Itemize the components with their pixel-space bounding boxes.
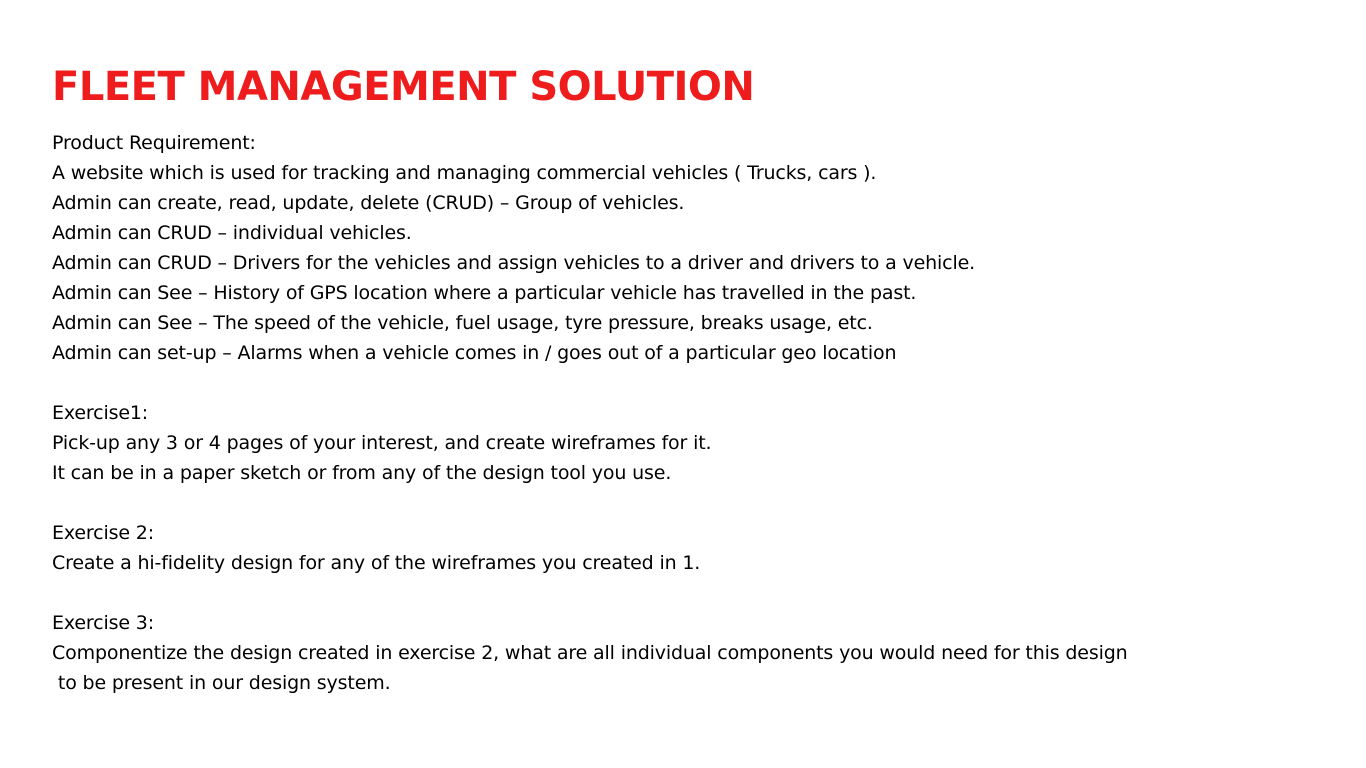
section-heading: Exercise 3: <box>52 612 154 634</box>
exercise-line: Create a hi-fidelity design for any of the wireframes you created in 1. <box>52 552 701 574</box>
requirement-line: A website which is used for tracking and managing commercial vehicles ( Trucks, cars ). <box>52 162 877 184</box>
exercise-line: Pick-up any 3 or 4 pages of your interest, and create wireframes for it. <box>52 432 712 454</box>
spacer <box>52 368 1332 398</box>
slide <box>52 62 1332 698</box>
exercise-line: It can be in a paper sketch or from any of the design tool you use. <box>52 462 672 484</box>
requirement-line: Admin can create, read, update, delete (CRUD) – Group of vehicles. <box>52 192 685 214</box>
section-heading: Exercise 2: <box>52 522 154 544</box>
exercise3-section <box>52 608 1332 698</box>
exercise-line: to be present in our design system. <box>52 672 391 694</box>
spacer <box>52 488 1332 518</box>
section-heading: Product Requirement: <box>52 132 256 154</box>
requirement-line: Admin can set-up – Alarms when a vehicle comes in / goes out of a particular geo location <box>52 342 897 364</box>
requirement-line: Admin can CRUD – Drivers for the vehicles and assign vehicles to a driver and drivers to a vehicle. <box>52 252 976 274</box>
section-heading: Exercise1: <box>52 402 149 424</box>
requirement-line: Admin can CRUD – individual vehicles. <box>52 222 412 244</box>
slide-content <box>52 128 1332 698</box>
requirement-line: Admin can See – The speed of the vehicle, fuel usage, tyre pressure, breaks usage, etc. <box>52 312 873 334</box>
requirement-line: Admin can See – History of GPS location where a particular vehicle has travelled in the past. <box>52 282 917 304</box>
exercise1-section <box>52 398 1332 488</box>
exercise-line: Componentize the design created in exercise 2, what are all individual components you would need for this design <box>52 642 1128 664</box>
exercise2-section <box>52 518 1332 578</box>
spacer <box>52 578 1332 608</box>
product-requirement-section <box>52 128 1332 368</box>
page-title: FLEET MANAGEMENT SOLUTION <box>52 64 755 110</box>
